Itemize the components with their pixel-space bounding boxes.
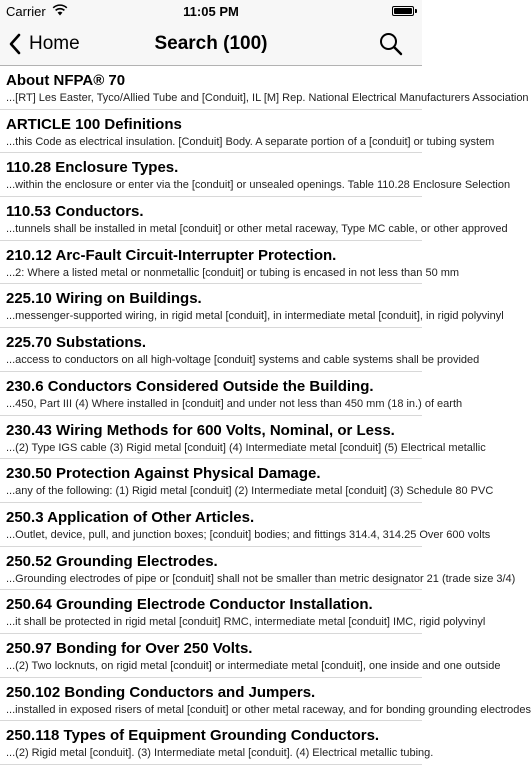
result-title: 250.118 Types of Equipment Grounding Conductors. <box>6 727 380 745</box>
result-row[interactable] <box>0 284 504 328</box>
result-title: 225.70 Substations. <box>6 334 147 352</box>
result-snippet: ...[RT] Les Easter, Tyco/Allied Tube and [Conduit], IL [M] Rep. National Electrical Manufacturers Association <box>6 92 529 104</box>
result-title: 250.64 Grounding Electrode Conductor Installation. <box>6 596 373 614</box>
result-row[interactable] <box>0 197 508 241</box>
result-snippet: ...it shall be protected in rigid metal [conduit] RMC, intermediate metal [conduit] IMC, rigid polyvinyl <box>6 616 486 629</box>
result-title: 230.6 Conductors Considered Outside the Building. <box>6 377 374 395</box>
result-title: 250.52 Grounding Electrodes. <box>6 552 218 570</box>
search-results-list <box>0 66 531 765</box>
result-snippet: ...any of the following: (1) Rigid metal [conduit] (2) Intermediate metal [conduit] (3) Schedule 80 PVC <box>6 485 494 498</box>
result-snippet: ...(2) Rigid metal [conduit]. (3) Intermediate metal [conduit]. (4) Electrical metallic tubing. <box>6 747 434 760</box>
result-snippet: ...Grounding electrodes of pipe or [conduit] shall not be smaller than metric designator 21 (trade size 3/4) <box>6 572 516 585</box>
result-title: 250.3 Application of Other Articles. <box>6 508 255 526</box>
result-title: 225.10 Wiring on Buildings. <box>6 290 202 308</box>
result-row[interactable] <box>0 66 529 110</box>
result-snippet: ...messenger-supported wiring, in rigid metal [conduit], in intermediate metal [conduit], in rigid polyvinyl <box>6 310 504 323</box>
result-title: 230.50 Protection Against Physical Damage. <box>6 465 321 483</box>
result-row[interactable] <box>0 110 495 154</box>
result-title: 230.43 Wiring Methods for 600 Volts, Nominal, or Less. <box>6 421 395 439</box>
navigation-bar <box>0 22 422 66</box>
page-title: Search (100) <box>154 33 268 54</box>
result-row[interactable] <box>0 241 460 285</box>
search-icon[interactable] <box>378 31 404 57</box>
result-snippet: ...within the enclosure or enter via the [conduit] or unsealed openings. Table 110.28 Enclosure Selection <box>6 179 511 192</box>
battery-icon <box>392 6 414 16</box>
result-title: ARTICLE 100 Definitions <box>6 115 182 133</box>
result-snippet: ...(2) Two locknuts, on rigid metal [conduit] or intermediate metal [conduit], one inside and one outside <box>6 659 501 672</box>
result-row[interactable] <box>0 678 531 722</box>
result-snippet: ...(2) Type IGS cable (3) Rigid metal [conduit] (4) Intermediate metal [conduit] (5) Electrical metallic <box>6 441 486 454</box>
result-title: 110.28 Enclosure Types. <box>6 159 179 177</box>
result-row[interactable] <box>0 634 501 678</box>
result-title: 250.97 Bonding for Over 250 Volts. <box>6 639 253 657</box>
result-snippet: ...access to conductors on all high-voltage [conduit] systems and cable systems shall be provided <box>6 354 480 367</box>
result-snippet: ...450, Part III (4) Where installed in [conduit] and under not less than 450 mm (18 in.) of earth <box>6 397 463 410</box>
status-time: 11:05 PM <box>183 4 239 19</box>
result-snippet: ...tunnels shall be installed in metal [conduit] or other metal raceway, Type MC cable, or other approved <box>6 223 508 236</box>
result-snippet: ...this Code as electrical insulation. [Conduit] Body. A separate portion of a [conduit] or tubing system <box>6 135 495 148</box>
result-title: 250.102 Bonding Conductors and Jumpers. <box>6 683 316 701</box>
result-row[interactable] <box>0 590 486 634</box>
result-row[interactable] <box>0 547 516 591</box>
result-row[interactable] <box>0 153 511 197</box>
result-title: About NFPA® 70 <box>6 72 126 89</box>
result-snippet: ...2: Where a listed metal or nonmetallic [conduit] or tubing is encased in not less than 50 mm <box>6 266 460 279</box>
result-row[interactable] <box>0 503 491 547</box>
result-title: 210.12 Arc-Fault Circuit-Interrupter Protection. <box>6 246 337 264</box>
back-button-label: Home <box>29 33 80 54</box>
result-title: 110.53 Conductors. <box>6 203 144 221</box>
result-row[interactable] <box>0 328 480 372</box>
result-row[interactable] <box>0 372 463 416</box>
status-bar <box>0 0 422 22</box>
result-row[interactable] <box>0 721 434 765</box>
carrier-label: Carrier <box>6 4 46 19</box>
result-snippet: ...Outlet, device, pull, and junction boxes; [conduit] bodies; and fittings 314.4, 314.25 Over 600 volts <box>6 528 491 541</box>
result-snippet: ...installed in exposed risers of metal [conduit] or other metal raceway, and for bonding grounding electrodes <box>6 703 531 716</box>
result-row[interactable] <box>0 459 494 503</box>
result-row[interactable] <box>0 416 486 460</box>
